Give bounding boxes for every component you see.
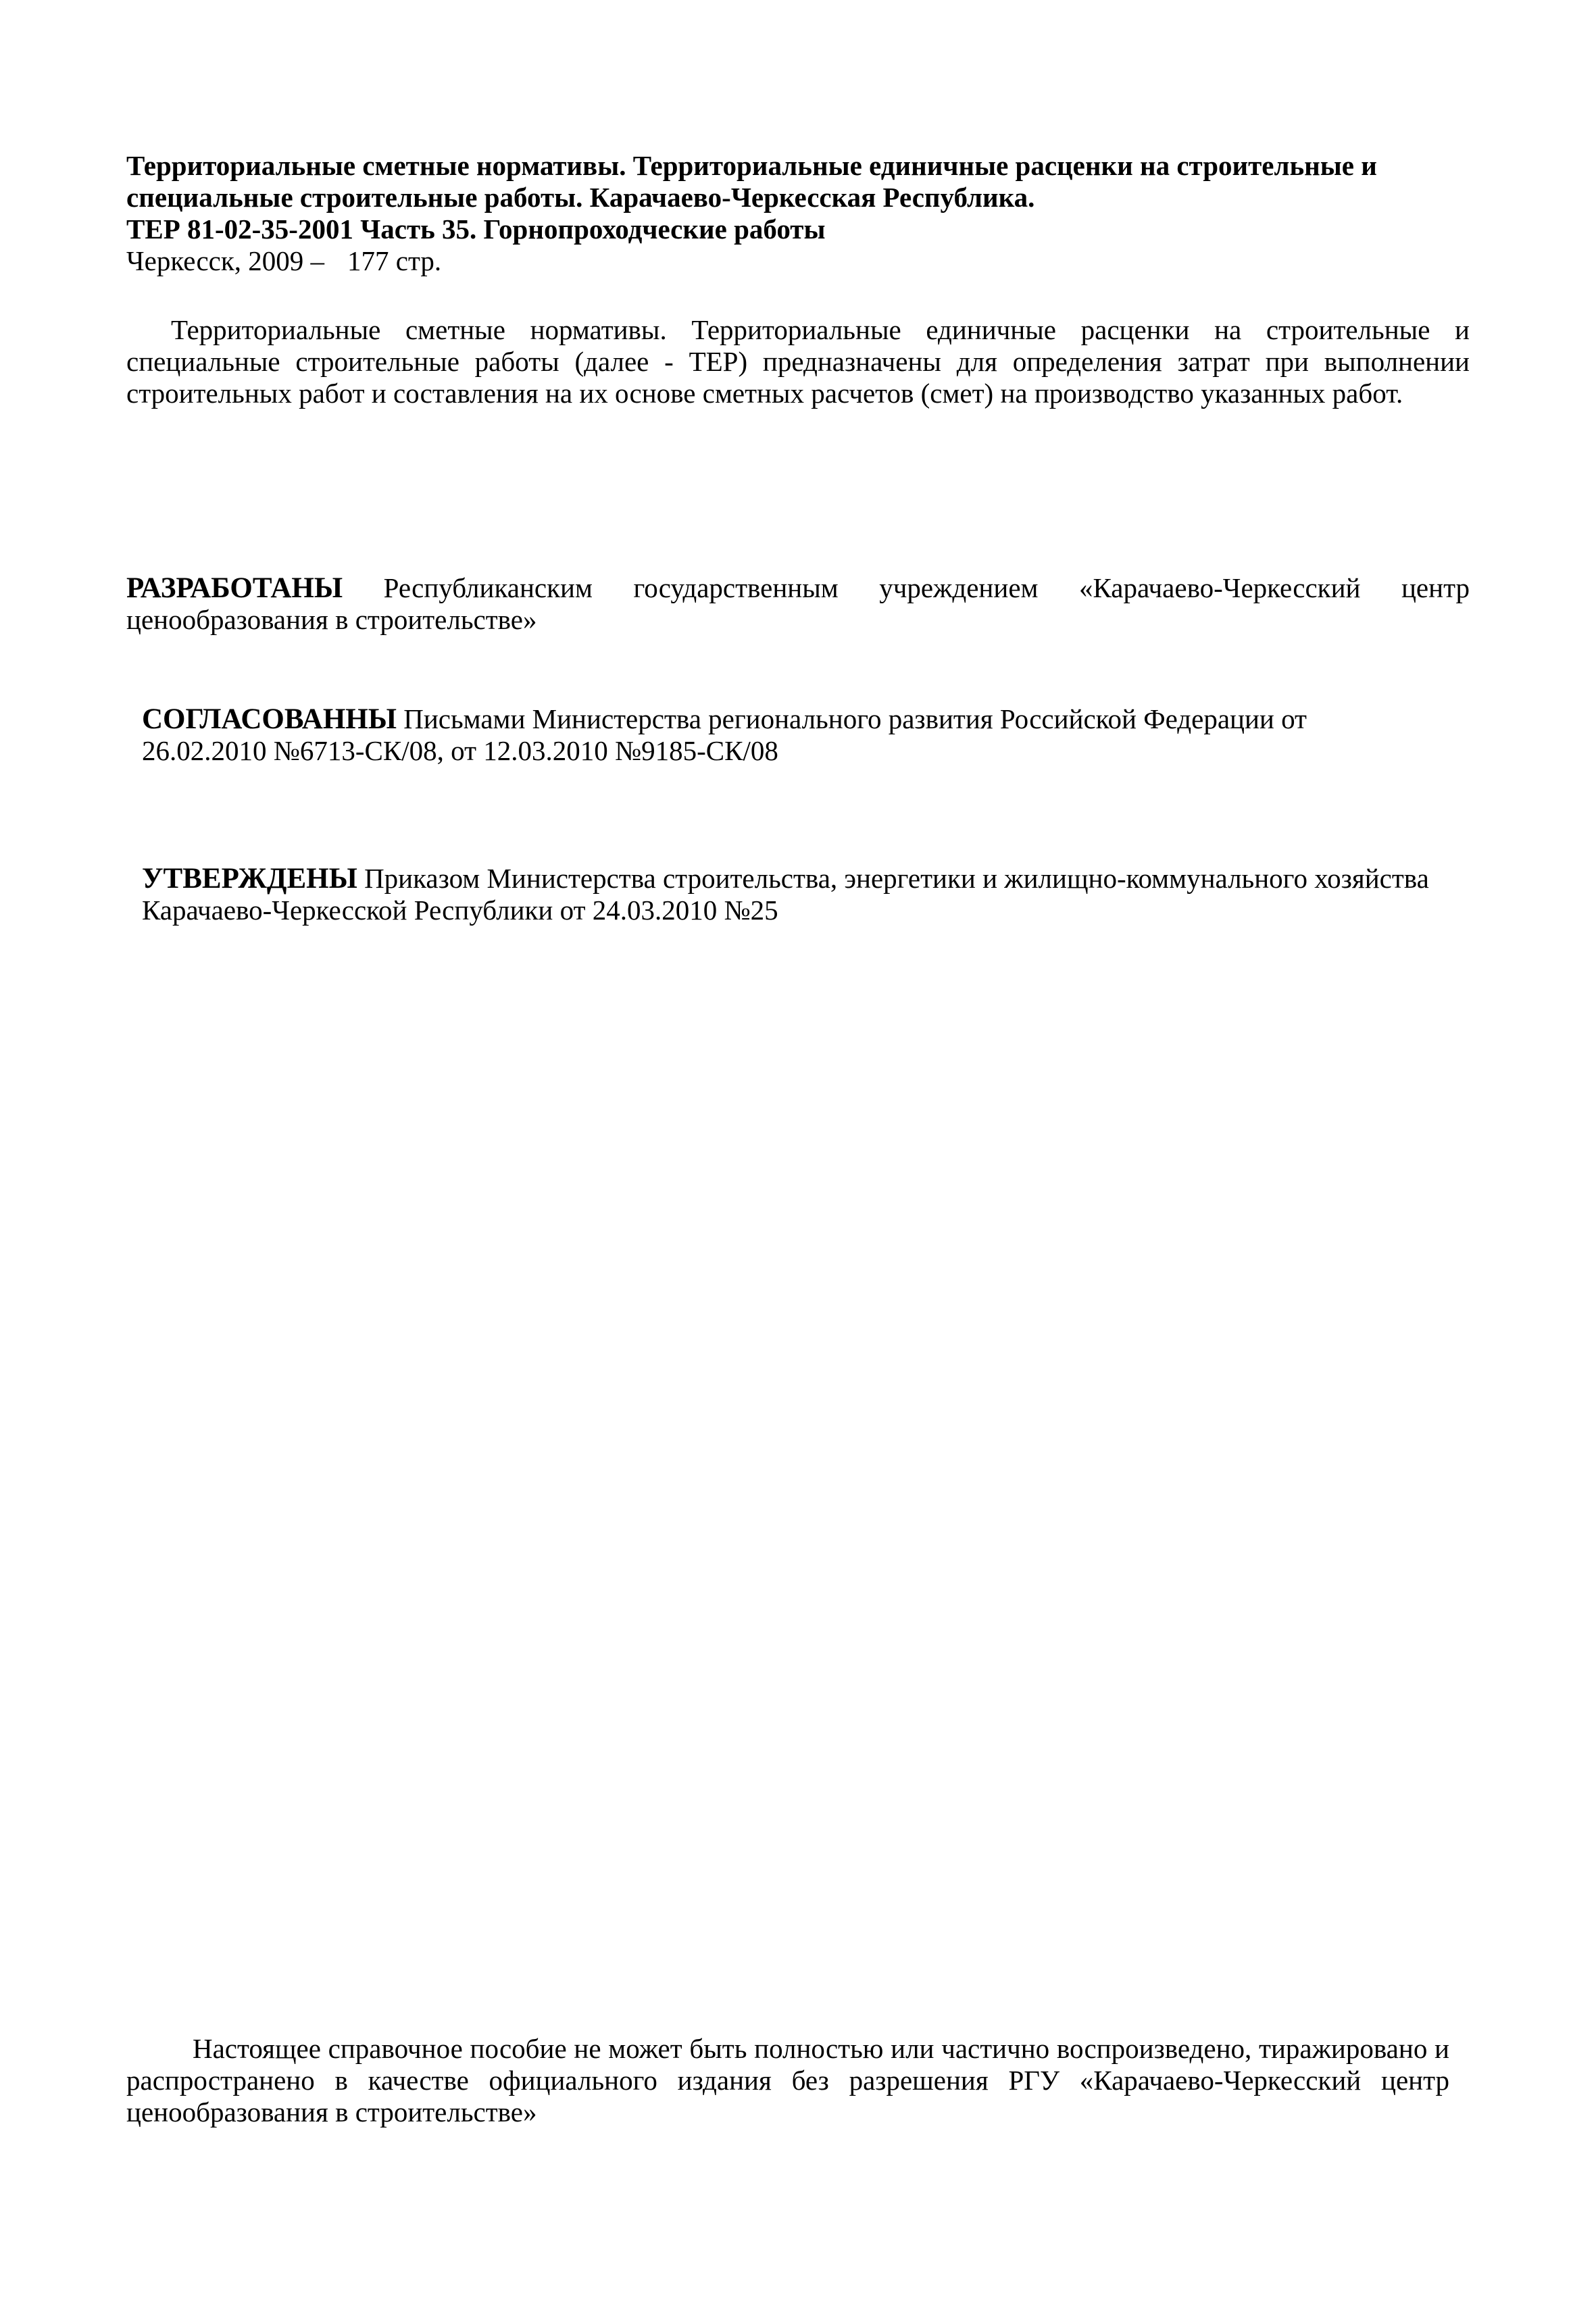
imprint-place-year: Черкесск, 2009 – [126,245,325,276]
title-line-1: Территориальные сметные нормативы. Территориальные единичные расценки на строительные и [126,150,1377,181]
developed-text: Республиканским государственным учреждением «Карачаево-Черкесский центр ценообразования в строительстве» [126,572,1470,635]
developed-label: РАЗРАБОТАНЫ [126,572,343,604]
document-header [126,150,1478,277]
title-line-2: специальные строительные работы. Карачаево-Черкесская Республика. [126,182,1035,213]
agreed-text-2: 26.02.2010 №6713-СК/08, от 12.03.2010 №9185-СК/08 [142,735,778,766]
agreed-line-1 [142,703,1426,735]
approved-text-2: Карачаево-Черкесской Республики от 24.03.2010 №25 [142,895,778,926]
imprint-pages: 177 стр. [347,245,442,276]
intro-paragraph: Территориальные сметные нормативы. Территориальные единичные расценки на строительные и специальные строительные работы (далее - ТЕР) предназначены для определения затрат при выполнении строительных работ и составления на их основе сметных расчетов (смет) на производство указанных работ. [126,314,1470,409]
agreed-text-1: Письмами Министерства регионального развития Российской Федерации от [396,703,1307,734]
imprint-line [126,245,1478,277]
agreed-label: СОГЛАСОВАННЫ [142,703,397,735]
approved-text-1: Приказом Министерства строительства, энергетики и жилищно-коммунального хозяйства [357,863,1429,894]
approved-block [142,863,1460,926]
approved-line-1 [142,863,1460,895]
agreed-block [142,703,1426,766]
developed-block [126,572,1470,635]
code-line: ТЕР 81-02-35-2001 Часть 35. Горнопроходческие работы [126,213,826,245]
copyright-notice: Настоящее справочное пособие не может быть полностью или частично воспроизведено, тиражировано и распространено в качестве официального издания без разрешения РГУ «Карачаево-Черкесский центр ценообразования в строительстве» [126,2033,1449,2128]
approved-label: УТВЕРЖДЕНЫ [142,863,357,895]
